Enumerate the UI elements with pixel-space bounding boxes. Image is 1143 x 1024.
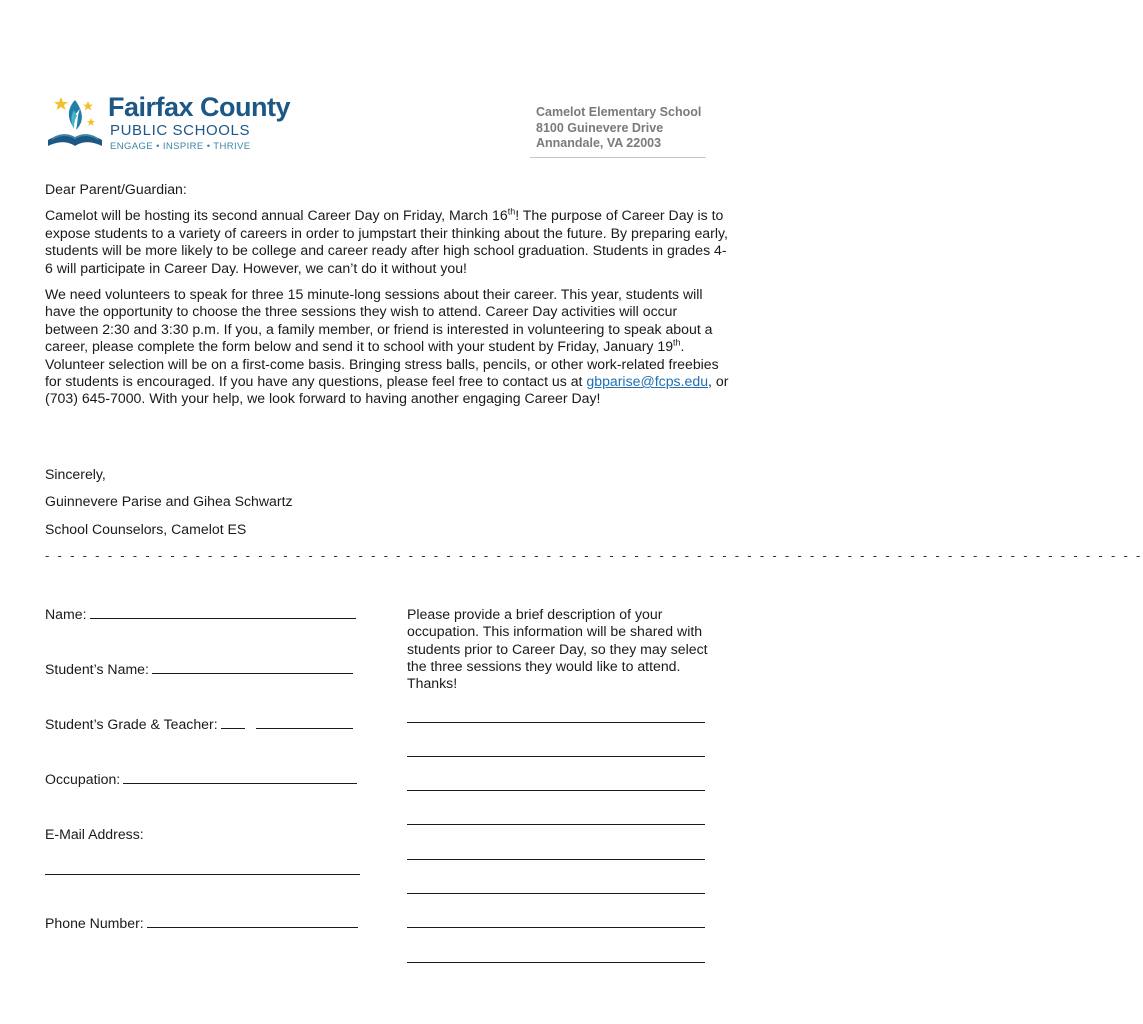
name-line[interactable]	[90, 606, 356, 619]
paragraph-1-text-a: Camelot will be hosting its second annual Career Day on Friday, March 16	[45, 207, 508, 224]
description-line[interactable]	[407, 962, 705, 963]
description-line[interactable]	[407, 824, 705, 825]
description-prompt: Please provide a brief description of your occupation. This information will be shared with students prior to Career Day, so they may select the three sessions they would like to attend. Thanks!	[407, 606, 708, 692]
paragraph-2-text-a: We need volunteers to speak for three 15 minute-long sessions about their career. This year, students will have the opportunity to choose the three sessions they wish to attend. Career Day activities will occur between 2:30 and 3:30 p.m. If you, a family member, or friend is interested in volunteering to speak about a career, please complete the form below and send it to school with your student by Friday, January 19	[45, 286, 713, 355]
cut-line: - - - - - - - - - - - - - - - - - - - - - - - - - - - - - - - - - - - - - - - - - - - - - - - - - - - - - - - - - - - - - - - - - - - - - - - - - - - - - - - - - - - - - - - -	[45, 548, 1143, 563]
logo-tagline: ENGAGE • INSPIRE • THRIVE	[110, 141, 251, 152]
phone-label: Phone Number:	[45, 915, 144, 931]
school-name: Camelot Elementary School	[536, 105, 702, 119]
description-line[interactable]	[407, 790, 705, 791]
signer-title: School Counselors, Camelot ES	[45, 521, 247, 537]
description-line[interactable]	[407, 893, 705, 894]
student-name-line[interactable]	[152, 661, 353, 674]
paragraph-2-sup: th	[673, 337, 681, 348]
fcps-logo	[44, 92, 291, 156]
paragraph-1-text-b: ! The purpose of Career Day is to expose students to a variety of careers in order to jumpstart their thinking about the future. By preparing early, students will be more likely to be college and career ready after high school graduation. Students in grades 4-6 will participate in Career Day. However, we can’t do it without you!	[45, 207, 728, 276]
description-line[interactable]	[407, 756, 705, 757]
description-line[interactable]	[407, 927, 705, 928]
email-line[interactable]	[45, 874, 360, 875]
logo-subtitle: PUBLIC SCHOOLS	[110, 122, 251, 139]
school-street: 8100 Guinevere Drive	[536, 120, 664, 135]
paragraph-2-text-c: , or (703) 645-7000. With your help, we look forward to having another engaging Career Day!	[45, 373, 729, 407]
grade-line[interactable]	[221, 716, 245, 729]
teacher-line[interactable]	[256, 716, 353, 729]
occupation-line[interactable]	[123, 771, 357, 784]
grade-teacher-field	[45, 716, 353, 732]
phone-line[interactable]	[147, 915, 358, 928]
occupation-label: Occupation:	[45, 771, 121, 787]
grade-teacher-label: Student’s Grade & Teacher:	[45, 716, 218, 732]
school-address	[536, 105, 701, 152]
student-name-label: Student’s Name:	[45, 661, 149, 677]
description-line[interactable]	[407, 859, 705, 860]
paragraph-2-text-b: . Volunteer selection will be on a first-come basis. Bringing stress balls, pencils, or other work-related freebies for students is encouraged. If you have any questions, please feel free to contact us at	[45, 338, 719, 390]
student-name-field	[45, 661, 353, 677]
paragraph-2	[45, 286, 729, 408]
email-field	[45, 826, 144, 842]
description-line[interactable]	[407, 722, 705, 723]
closing: Sincerely,	[45, 466, 106, 482]
paragraph-1	[45, 207, 729, 277]
letter-body	[45, 181, 729, 408]
signers: Guinnevere Parise and Gihea Schwartz	[45, 493, 293, 509]
fcps-torch-book-logo-icon	[44, 92, 106, 154]
email-label: E-Mail Address:	[45, 826, 144, 842]
phone-field	[45, 915, 358, 931]
paragraph-1-sup: th	[507, 206, 516, 217]
email-link[interactable]: gbparise@fcps.edu	[586, 373, 709, 390]
header-rule	[530, 157, 706, 158]
occupation-field	[45, 771, 357, 787]
name-field	[45, 606, 356, 622]
name-label: Name:	[45, 606, 87, 622]
school-city: Annandale, VA 22003	[536, 136, 662, 150]
greeting: Dear Parent/Guardian:	[45, 181, 187, 197]
logo-title: Fairfax County	[108, 92, 291, 122]
